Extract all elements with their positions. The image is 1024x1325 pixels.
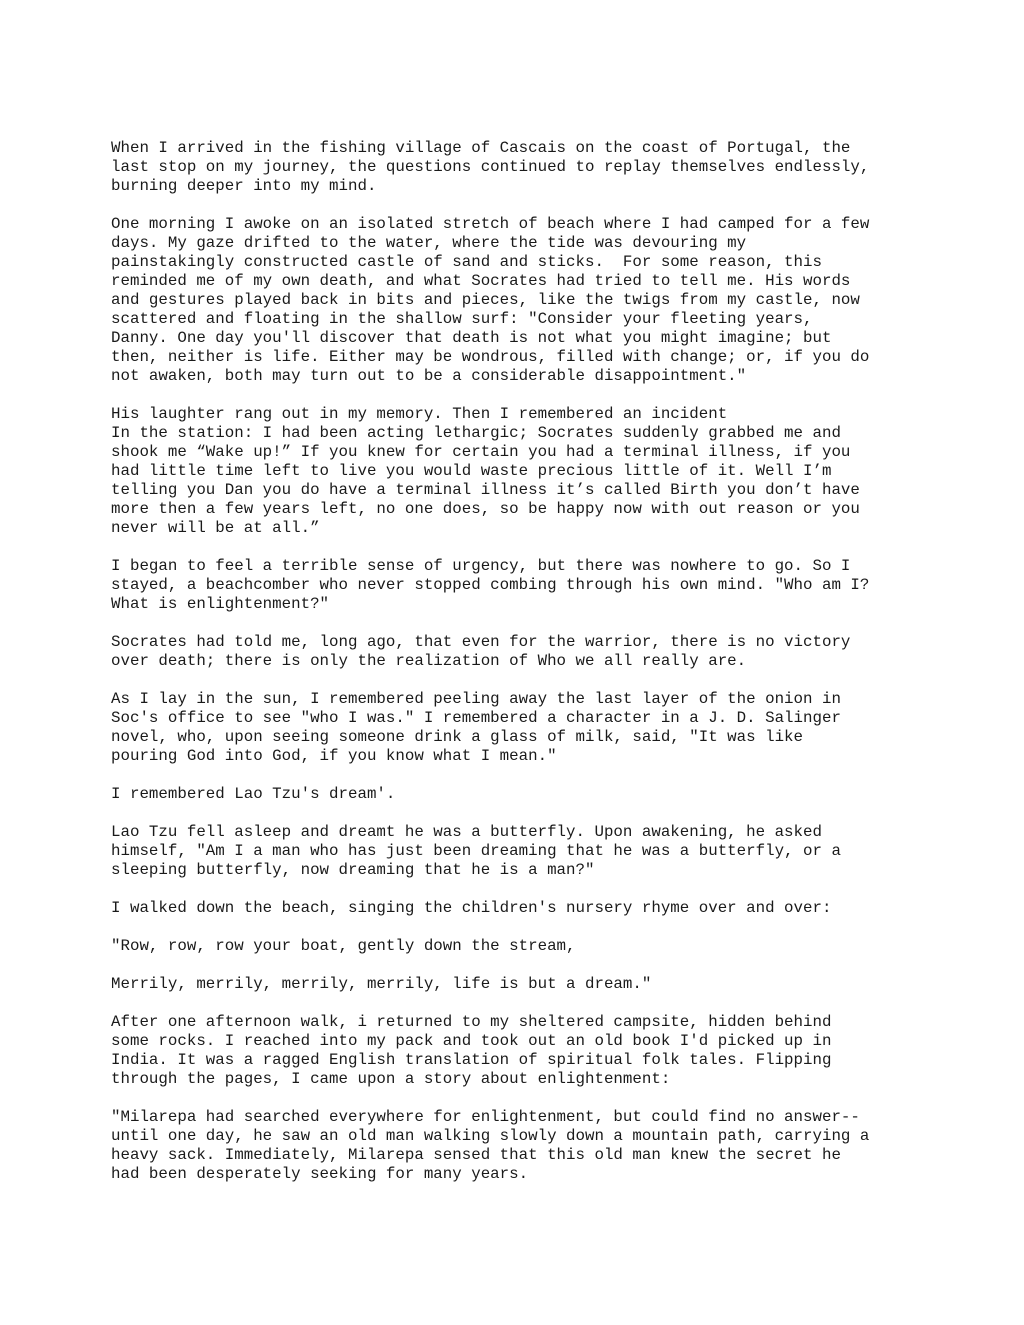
paragraph-onion-layer: As I lay in the sun, I remembered peeling away the last layer of the onion in Soc's office to see "who I was." I remembered a character in a J. D. Salinger novel, who, upon seeing someone drink a glass of milk, said, "It was like pouring God into God, if you know what I mean." xyxy=(111,690,841,765)
paragraph-rhyme-line-2: Merrily, merrily, merrily, merrily, life is but a dream." xyxy=(111,975,652,993)
paragraph-urgency: I began to feel a terrible sense of urgency, but there was nowhere to go. So I stayed, a beachcomber who never stopped combing through his own mind. "Who am I? What is enlightenment?" xyxy=(111,557,870,613)
paragraph-laughter-memory: His laughter rang out in my memory. Then I remembered an incident In the station: I had been acting lethargic; Socrates suddenly grabbed me and shook me “Wake up!” If you knew for certain you had a terminal illness, if you had little time left to live you would waste precious little of it. Well I’m telling you Dan you do have a terminal illness it’s called Birth you don’t have more then a few years left, no one does, so be happy now with out reason or you never will be at all.” xyxy=(111,405,860,537)
paragraph-lao-tzu-intro: I remembered Lao Tzu's dream'. xyxy=(111,785,396,803)
paragraph-afternoon-walk: After one afternoon walk, i returned to my sheltered campsite, hidden behind some rocks. I reached into my pack and took out an old book I'd picked up in India. It was a ragged English translation of spiritual folk tales. Flipping through the pages, I came upon a story about enlightenment: xyxy=(111,1013,832,1088)
document-page xyxy=(111,139,931,1184)
paragraph-butterfly-dream: Lao Tzu fell asleep and dreamt he was a butterfly. Upon awakening, he asked himself, "Am I a man who has just been dreaming that he was a butterfly, or a sleeping butterfly, now dreaming that he is a man?" xyxy=(111,823,841,879)
paragraph-rhyme-line-1: "Row, row, row your boat, gently down the stream, xyxy=(111,937,576,955)
paragraph-nursery-rhyme-intro: I walked down the beach, singing the children's nursery rhyme over and over: xyxy=(111,899,832,917)
paragraph-arrival: When I arrived in the fishing village of Cascais on the coast of Portugal, the last stop on my journey, the questions continued to replay themselves endlessly, burning deeper into my mind. xyxy=(111,139,870,195)
paragraph-milarepa: "Milarepa had searched everywhere for enlightenment, but could find no answer-- until one day, he saw an old man walking slowly down a mountain path, carrying a heavy sack. Immediately, Milarepa sensed that this old man knew the secret he had been desperately seeking for many years. xyxy=(111,1108,870,1183)
paragraph-beach-morning: One morning I awoke on an isolated stretch of beach where I had camped for a few days. My gaze drifted to the water, where the tide was devouring my painstakingly constructed castle of sand and sticks. For some reason, this reminded me of my own death, and what Socrates had tried to tell me. His words and gestures played back in bits and pieces, like the twigs from my castle, now scattered and floating in the shallow surf: "Consider your fleeting years, Danny. One day you'll discover that death is not what you might imagine; but then, neither is life. Either may be wondrous, filled with change; or, if you do not awaken, both may turn out to be a considerable disappointment." xyxy=(111,215,870,385)
paragraph-victory-over-death: Socrates had told me, long ago, that even for the warrior, there is no victory over death; there is only the realization of Who we all really are. xyxy=(111,633,851,670)
